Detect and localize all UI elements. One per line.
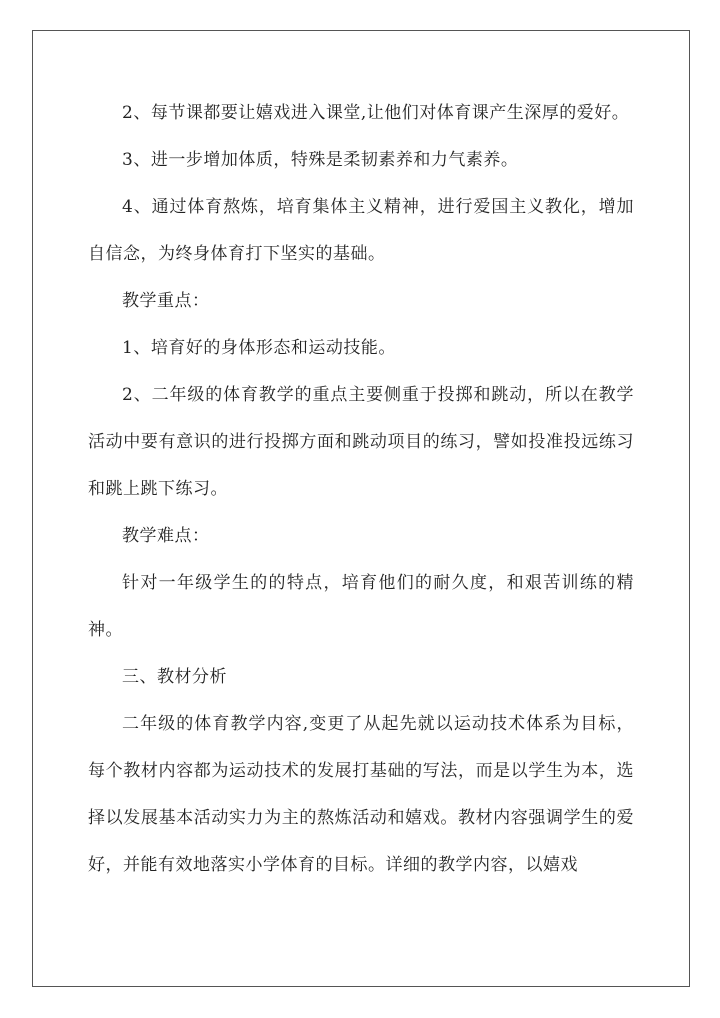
paragraph-goal-2: 2、每节课都要让嬉戏进入课堂,让他们对体育课产生深厚的爱好。 bbox=[122, 103, 630, 123]
heading-teaching-difficulty: 教学难点： bbox=[122, 526, 210, 546]
paragraph-material-analysis: 二年级的体育教学内容,变更了从起先就以运动技术体系为目标，每个教材内容都为运动技术的发展打基础的写法，而是以学生为本，选择以发展基本活动实力为主的熬炼活动和嬉戏。教材内容强调学生的爱好，并能有效地落实小学体育的目标。详细的教学内容，以嬉戏 bbox=[88, 714, 634, 875]
paragraph-difficulty: 针对一年级学生的的特点，培育他们的耐久度，和艰苦训练的精神。 bbox=[88, 573, 634, 640]
paragraph-focus-1: 1、培育好的身体形态和运动技能。 bbox=[122, 338, 396, 358]
paragraph-goal-4: 4、通过体育熬炼，培育集体主义精神，进行爱国主义教化，增加自信念，为终身体育打下坚实的基础。 bbox=[88, 197, 634, 264]
document-body bbox=[88, 90, 634, 889]
heading-teaching-focus: 教学重点： bbox=[122, 291, 210, 311]
heading-material-analysis: 三、教材分析 bbox=[122, 667, 227, 687]
paragraph-focus-2: 2、二年级的体育教学的重点主要侧重于投掷和跳动，所以在教学活动中要有意识的进行投掷方面和跳动项目的练习，譬如投准投远练习和跳上跳下练习。 bbox=[88, 385, 634, 499]
paragraph-goal-3: 3、进一步增加体质，特殊是柔韧素养和力气素养。 bbox=[122, 150, 519, 170]
